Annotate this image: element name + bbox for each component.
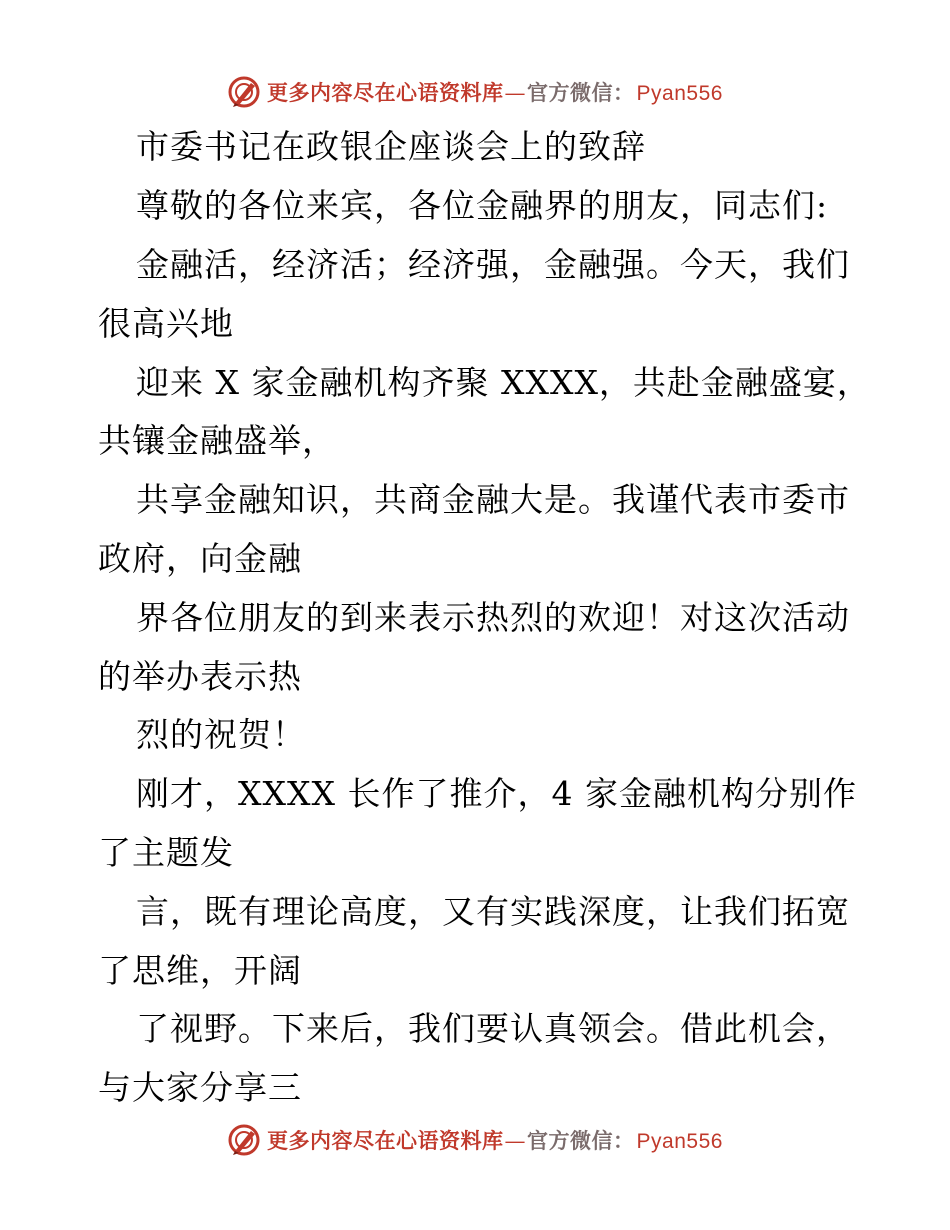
footer-banner-main: 更多内容尽在心语资料库 [267, 1128, 504, 1153]
paragraph-line: 很高兴地 [98, 304, 234, 343]
paragraph-line: 共享金融知识，共商金融大是。我谨代表市委市 [136, 480, 850, 519]
pen-logo-icon [227, 75, 261, 109]
paragraph-line: 界各位朋友的到来表示热烈的欢迎！对这次活动 [136, 598, 850, 637]
paragraph-line: 尊敬的各位来宾，各位金融界的朋友，同志们: [136, 186, 829, 225]
paragraph-line: 了思维，开阔 [98, 951, 302, 990]
paragraph-line: 金融活，经济活；经济强，金融强。今天，我们 [136, 245, 850, 284]
footer-banner-id: Pyan556 [636, 1130, 723, 1153]
document-title: 市委书记在政银企座谈会上的致辞 [136, 127, 646, 166]
paragraph-line: 迎来 X 家金融机构齐聚 XXXX，共赴金融盛宴， [136, 363, 871, 402]
paragraph-line: 与大家分享三 [98, 1068, 302, 1107]
paragraph-line: 的举办表示热 [98, 657, 302, 696]
header-banner-text [267, 77, 723, 107]
paragraph-line: 言，既有理论高度，又有实践深度，让我们拓宽 [136, 892, 850, 931]
header-banner [0, 70, 950, 114]
header-banner-wechat: 官方微信： [527, 80, 635, 105]
paragraph-line: 烈的祝贺！ [136, 715, 306, 754]
footer-banner-dash: — [504, 1129, 527, 1153]
paragraph-line: 政府，向金融 [98, 539, 302, 578]
footer-banner-wechat: 官方微信： [527, 1128, 635, 1153]
header-banner-dash: — [504, 81, 527, 105]
header-banner-main: 更多内容尽在心语资料库 [267, 80, 504, 105]
pen-logo-icon [227, 1123, 261, 1157]
paragraph-line: 共镶金融盛举， [98, 421, 336, 460]
paragraph-line: 了主题发 [98, 833, 234, 872]
footer-banner [0, 1118, 950, 1162]
footer-banner-text [267, 1125, 723, 1155]
paragraph-line: 刚才，XXXX 长作了推介，4 家金融机构分别作 [136, 774, 857, 813]
paragraph-line: 了视野。下来后，我们要认真领会。借此机会， [136, 1009, 850, 1048]
header-banner-id: Pyan556 [636, 82, 723, 105]
